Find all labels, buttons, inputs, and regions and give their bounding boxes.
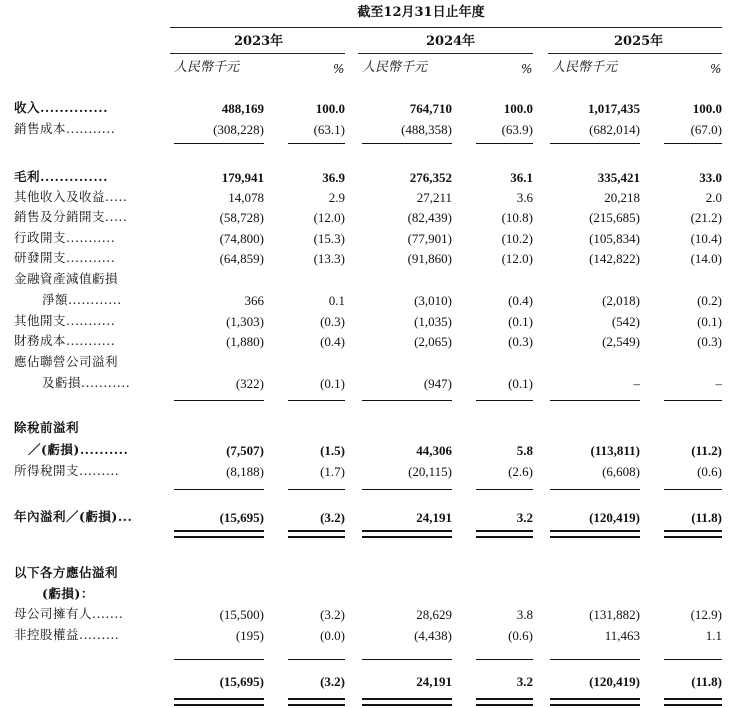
- double-rule-profit-2: [288, 530, 345, 538]
- cell-gross-profit-3: 36.1: [510, 170, 533, 185]
- cell-associates-3: (0.1): [508, 376, 533, 391]
- cell-rd-expenses-5: (14.0): [690, 251, 722, 266]
- row-label-revenue: 收入..............: [14, 100, 108, 115]
- cell-total-1: (3.2): [320, 674, 345, 689]
- rule-after-cost-of-sales: [174, 143, 264, 144]
- row-label-cost-of-sales: 銷售成本...........: [14, 121, 116, 136]
- cell-owners-parent-2: 28,629: [416, 607, 452, 622]
- cell-rd-expenses-1: (13.3): [313, 251, 345, 266]
- cell-cost-of-sales-5: (67.0): [690, 122, 722, 137]
- cell-owners-parent-1: (3.2): [320, 607, 345, 622]
- row-label-admin-expenses: 行政開支...........: [14, 230, 116, 245]
- cell-income-tax-2: (20,115): [408, 464, 452, 479]
- rule-before-total-5: [550, 659, 640, 660]
- cell-other-expenses-0: (1,303): [226, 314, 264, 329]
- unit-2024: 人民幣千元: [362, 60, 428, 75]
- cell-impairment-2: (3,010): [414, 293, 452, 308]
- rule-after-associates-5: [550, 400, 640, 401]
- cell-pbt-1: (1.5): [320, 443, 345, 458]
- cell-nci-3: (0.6): [508, 628, 533, 643]
- cell-impairment-5: (0.2): [697, 293, 722, 308]
- rule-after-tax-6: [664, 489, 722, 490]
- cell-associates-4: –: [633, 376, 640, 391]
- cell-profit-year-2: 24,191: [416, 510, 452, 525]
- row-label-pbt: ／(虧損)..........: [28, 442, 129, 457]
- cell-nci-2: (4,438): [414, 628, 452, 643]
- cell-gross-profit-5: 33.0: [699, 170, 722, 185]
- row-label-nci: 非控股權益.........: [14, 627, 120, 642]
- year-2024-rule: [358, 53, 533, 54]
- cell-finance-costs-1: (0.4): [320, 334, 345, 349]
- cell-revenue-1: 100.0: [315, 101, 345, 116]
- double-rule-total-3: [362, 698, 452, 706]
- cell-associates-2: (947): [423, 376, 452, 391]
- cell-nci-1: (0.0): [320, 628, 345, 643]
- rule-after-cost-of-sales-pct2: [476, 143, 533, 144]
- cell-gross-profit-0: 179,941: [221, 170, 264, 185]
- cell-total-3: 3.2: [516, 674, 533, 689]
- cell-other-income-5: 2.0: [705, 190, 722, 205]
- double-rule-profit-4: [476, 530, 533, 538]
- cell-rd-expenses-3: (12.0): [501, 251, 533, 266]
- rule-after-tax-2: [288, 489, 345, 490]
- cell-revenue-2: 764,710: [409, 101, 452, 116]
- cell-revenue-4: 1,017,435: [588, 101, 640, 116]
- cell-admin-expenses-5: (10.4): [690, 231, 722, 246]
- cell-finance-costs-2: (2,065): [414, 334, 452, 349]
- cell-income-tax-3: (2.6): [508, 464, 533, 479]
- cell-finance-costs-5: (0.3): [697, 334, 722, 349]
- cell-pbt-3: 5.8: [516, 443, 533, 458]
- row-label-associates-line1: 應佔聯營公司溢利: [14, 354, 119, 369]
- cell-rd-expenses-2: (91,860): [407, 251, 452, 266]
- pct-2024: %: [521, 62, 533, 76]
- cell-profit-year-0: (15,695): [219, 510, 264, 525]
- cell-income-tax-5: (0.6): [697, 464, 722, 479]
- cell-selling-expenses-1: (12.0): [313, 210, 345, 225]
- row-label-pbt-line1: 除稅前溢利: [14, 420, 80, 435]
- rule-after-associates-3: [362, 400, 452, 401]
- cell-profit-year-3: 3.2: [516, 510, 533, 525]
- row-label-income-tax: 所得稅開支.........: [14, 463, 120, 478]
- cell-total-2: 24,191: [416, 674, 452, 689]
- cell-nci-4: 11,463: [604, 628, 640, 643]
- cell-admin-expenses-4: (105,834): [589, 231, 640, 246]
- rule-after-cost-of-sales-pct1: [288, 143, 345, 144]
- cell-impairment-4: (2,018): [602, 293, 640, 308]
- cell-pbt-4: (113,811): [590, 443, 640, 458]
- rule-after-cost-of-sales-pct3: [664, 143, 722, 144]
- cell-pbt-2: 44,306: [416, 443, 452, 458]
- double-rule-total-2: [288, 698, 345, 706]
- row-label-selling-expenses: 銷售及分銷開支.....: [14, 209, 128, 224]
- cell-associates-5: –: [715, 376, 722, 391]
- cell-other-income-2: 27,211: [416, 190, 452, 205]
- double-rule-total-5: [550, 698, 640, 706]
- cell-other-expenses-1: (0.3): [320, 314, 345, 329]
- double-rule-profit-3: [362, 530, 452, 538]
- cell-associates-1: (0.1): [320, 376, 345, 391]
- cell-impairment-0: 366: [244, 293, 264, 308]
- row-label-owners-parent: 母公司擁有人.......: [14, 606, 124, 621]
- unit-2025: 人民幣千元: [552, 60, 618, 75]
- cell-finance-costs-0: (1,880): [226, 334, 264, 349]
- year-2025-header: 2025年: [614, 34, 664, 49]
- rule-after-tax-4: [476, 489, 533, 490]
- cell-nci-5: 1.1: [705, 628, 722, 643]
- double-rule-profit-5: [550, 530, 640, 538]
- year-2023-header: 2023年: [234, 34, 284, 49]
- row-label-impairment-line1: 金融資產減值虧損: [14, 271, 119, 286]
- row-label-profit-year: 年內溢利／(虧損)...: [14, 509, 133, 524]
- row-label-finance-costs: 財務成本...........: [14, 333, 116, 348]
- row-label-rd-expenses: 研發開支...........: [14, 250, 116, 265]
- cell-total-5: (11.8): [691, 674, 722, 689]
- pct-2025: %: [710, 62, 722, 76]
- cell-total-4: (120,419): [589, 674, 640, 689]
- cell-profit-year-1: (3.2): [320, 510, 345, 525]
- cell-finance-costs-3: (0.3): [508, 334, 533, 349]
- cell-associates-0: (322): [235, 376, 264, 391]
- cell-selling-expenses-5: (21.2): [690, 210, 722, 225]
- cell-other-income-4: 20,218: [604, 190, 640, 205]
- cell-other-expenses-2: (1,035): [414, 314, 452, 329]
- rule-after-cost-of-sales-2: [362, 143, 452, 144]
- row-label-other-income: 其他收入及收益.....: [14, 189, 128, 204]
- cell-owners-parent-4: (131,882): [589, 607, 640, 622]
- rule-after-cost-of-sales-3: [550, 143, 640, 144]
- double-rule-total-1: [174, 698, 264, 706]
- rule-after-associates-6: [664, 400, 722, 401]
- row-label-other-expenses: 其他開支...........: [14, 313, 116, 328]
- cell-other-income-1: 2.9: [328, 190, 345, 205]
- rule-after-associates-4: [476, 400, 533, 401]
- cell-admin-expenses-0: (74,800): [219, 231, 264, 246]
- cell-total-0: (15,695): [219, 674, 264, 689]
- double-rule-profit-1: [174, 530, 264, 538]
- cell-cost-of-sales-4: (682,014): [589, 122, 640, 137]
- cell-cost-of-sales-2: (488,358): [401, 122, 452, 137]
- cell-income-tax-1: (1.7): [320, 464, 345, 479]
- cell-selling-expenses-4: (215,685): [589, 210, 640, 225]
- rule-after-associates-2: [288, 400, 345, 401]
- double-rule-total-6: [664, 698, 722, 706]
- cell-profit-year-5: (11.8): [691, 510, 722, 525]
- cell-cost-of-sales-0: (308,228): [213, 122, 264, 137]
- cell-other-expenses-3: (0.1): [508, 314, 533, 329]
- cell-owners-parent-3: 3.8: [516, 607, 533, 622]
- row-label-impairment: 淨額............: [42, 292, 122, 307]
- cell-admin-expenses-1: (15.3): [313, 231, 345, 246]
- cell-rd-expenses-4: (142,822): [589, 251, 640, 266]
- double-rule-total-4: [476, 698, 533, 706]
- rule-after-tax-5: [550, 489, 640, 490]
- year-2024-header: 2024年: [426, 34, 476, 49]
- rule-before-total-3: [362, 659, 452, 660]
- cell-revenue-5: 100.0: [692, 101, 722, 116]
- rule-before-total-4: [476, 659, 533, 660]
- rule-before-total-1: [174, 659, 264, 660]
- period-rule: [170, 27, 722, 28]
- cell-gross-profit-1: 36.9: [322, 170, 345, 185]
- cell-income-tax-4: (6,608): [602, 464, 640, 479]
- cell-owners-parent-5: (12.9): [690, 607, 722, 622]
- period-title: 截至12月31日止年度: [357, 5, 485, 20]
- rule-after-tax-1: [174, 489, 264, 490]
- pct-2023: %: [333, 62, 345, 76]
- rule-before-total-2: [288, 659, 345, 660]
- double-rule-profit-6: [664, 530, 722, 538]
- cell-owners-parent-0: (15,500): [219, 607, 264, 622]
- unit-2023: 人民幣千元: [174, 60, 240, 75]
- cell-profit-year-4: (120,419): [589, 510, 640, 525]
- cell-income-tax-0: (8,188): [226, 464, 264, 479]
- cell-other-expenses-4: (542): [611, 314, 640, 329]
- cell-revenue-0: 488,169: [221, 101, 264, 116]
- cell-impairment-1: 0.1: [328, 293, 345, 308]
- row-label-attrib-line2: (虧損)：: [42, 586, 94, 601]
- cell-pbt-5: (11.2): [691, 443, 722, 458]
- cell-cost-of-sales-3: (63.9): [501, 122, 533, 137]
- cell-admin-expenses-2: (77,901): [407, 231, 452, 246]
- rule-before-total-6: [664, 659, 722, 660]
- cell-other-expenses-5: (0.1): [697, 314, 722, 329]
- cell-nci-0: (195): [235, 628, 264, 643]
- year-2025-rule: [548, 53, 722, 54]
- cell-selling-expenses-0: (58,728): [219, 210, 264, 225]
- row-label-gross-profit: 毛利..............: [14, 169, 108, 184]
- cell-selling-expenses-2: (82,439): [407, 210, 452, 225]
- cell-cost-of-sales-1: (63.1): [313, 122, 345, 137]
- cell-gross-profit-2: 276,352: [409, 170, 452, 185]
- year-2023-rule: [170, 53, 345, 54]
- cell-admin-expenses-3: (10.2): [501, 231, 533, 246]
- cell-other-income-3: 3.6: [516, 190, 533, 205]
- row-label-associates: 及虧損...........: [42, 375, 131, 390]
- cell-impairment-3: (0.4): [508, 293, 533, 308]
- cell-gross-profit-4: 335,421: [597, 170, 640, 185]
- cell-revenue-3: 100.0: [503, 101, 533, 116]
- cell-pbt-0: (7,507): [226, 443, 264, 458]
- rule-after-associates-1: [174, 400, 264, 401]
- cell-finance-costs-4: (2,549): [602, 334, 640, 349]
- cell-other-income-0: 14,078: [228, 190, 264, 205]
- rule-after-tax-3: [362, 489, 452, 490]
- cell-rd-expenses-0: (64,859): [219, 251, 264, 266]
- row-label-attrib-line1: 以下各方應佔溢利: [14, 565, 119, 580]
- cell-selling-expenses-3: (10.8): [501, 210, 533, 225]
